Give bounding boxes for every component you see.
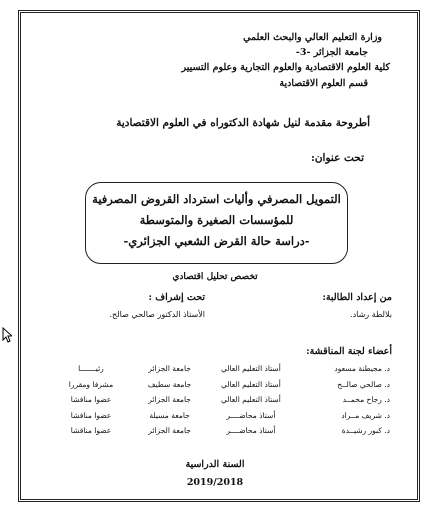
member-university: جامعة الجزائر xyxy=(148,426,191,436)
mouse-pointer-icon xyxy=(2,327,12,343)
academic-year: 2019/2018 xyxy=(186,477,244,488)
student-name: بلالطة رشاد. xyxy=(350,310,392,319)
table-row xyxy=(50,392,392,408)
member-rank: أستاذ التعليم العالي xyxy=(220,364,281,374)
table-row xyxy=(50,361,392,377)
table-row xyxy=(50,423,392,439)
member-name: د. شريف مــراد xyxy=(341,410,390,420)
faculty-line: كلية العلوم الاقتصادية والعلوم التجارية وعلوم التسيير xyxy=(181,62,390,73)
member-role: عضوا مناقشا xyxy=(70,410,112,420)
ministry-line: وزارة التعليم العالي والبحث العلمي xyxy=(243,32,382,43)
member-role: عضوا مناقشا xyxy=(70,426,112,436)
committee-table xyxy=(50,361,392,439)
specialization: تخصص تحليل اقتصادي xyxy=(172,272,258,282)
member-name: د. صالحي صالــح xyxy=(337,379,390,389)
member-role: مشرفا ومقررا xyxy=(68,379,114,389)
title-box xyxy=(85,182,348,264)
supervised-by-label: تحت إشراف : xyxy=(148,292,205,303)
department-line: قسم العلوم الاقتصادية xyxy=(279,78,368,89)
member-rank: أستاذ التعليم العالي xyxy=(220,379,281,389)
thesis-degree-line: أطروحة مقدمة لنيل شهادة الدكتوراه في العلوم الاقتصادية xyxy=(116,117,370,129)
table-row xyxy=(50,408,392,424)
member-role: عضوا مناقشا xyxy=(70,395,112,405)
member-role: رئيـــــــا xyxy=(78,364,104,374)
prepared-by-label: من إعداد الطالبة: xyxy=(322,292,392,303)
member-university: جامعة مسيلة xyxy=(149,410,190,420)
member-name: د. مجيطنة مسعود xyxy=(334,364,390,374)
title-line-2: للمؤسسات الصغيرة والمتوسطة xyxy=(139,213,294,227)
committee-title: أعضاء لجنة المناقشة: xyxy=(306,346,392,357)
member-rank: أستاذ محاضــــر xyxy=(226,426,276,436)
member-rank: أستاذ محاضــــر xyxy=(226,410,276,420)
title-line-1: التمويل المصرفي وأليات استرداد القروض المصرفية xyxy=(92,192,341,206)
supervisor-name: الأستاذ الدكتور صالحي صالح. xyxy=(109,310,205,319)
member-name: د. رجاح محمــد xyxy=(342,395,390,405)
member-university: جامعة سطيف xyxy=(147,379,192,389)
member-university: جامعة الجزائر xyxy=(148,364,191,374)
member-university: جامعة الجزائر xyxy=(148,395,191,405)
university-line: جامعة الجزائر -3- xyxy=(295,47,368,58)
title-line-3: -دراسة حالة القرض الشعبي الجزائري- xyxy=(123,234,310,248)
academic-year-label: السنة الدراسية xyxy=(185,459,245,470)
table-row xyxy=(50,377,392,393)
member-rank: أستاذ التعليم العالي xyxy=(220,395,281,405)
member-name: د. كبور رشيــدة xyxy=(341,426,390,436)
under-title-label: تحت عنوان: xyxy=(310,152,364,164)
